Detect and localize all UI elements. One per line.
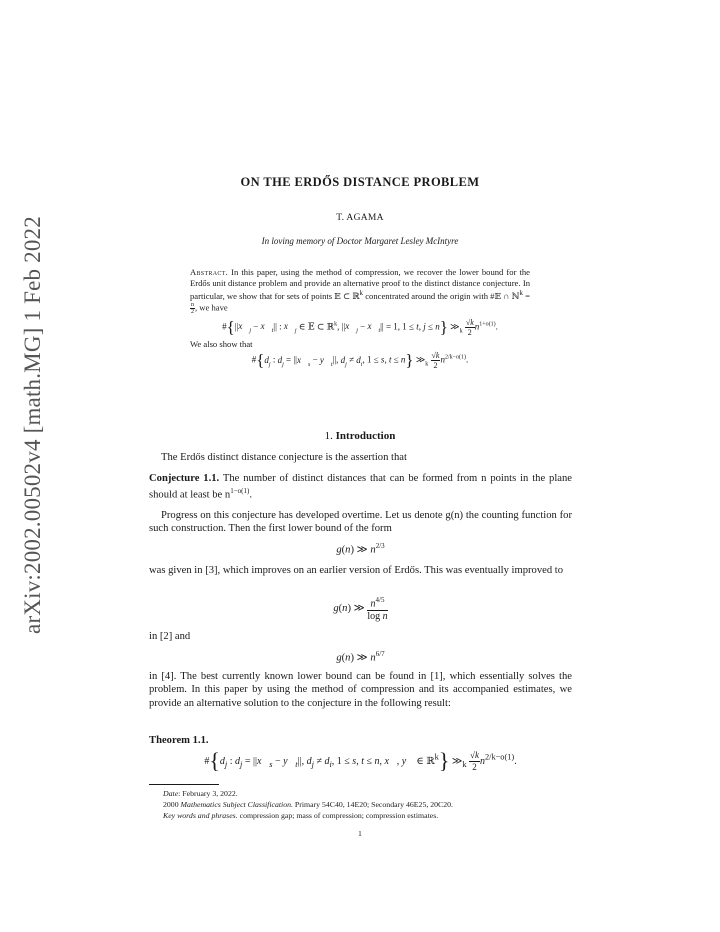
section-title: Introduction xyxy=(335,430,396,442)
in4-paragraph: in [4]. The best currently known lower bound can be found in [1], which essentially solves the problem. In this paper by using the method of compression and its accompanied estimates, we provide an alternative solution to the conjecture in the following result: xyxy=(149,671,572,709)
intro-paragraph: The Erdős distinct distance conjecture is the assertion that xyxy=(161,452,407,463)
theorem xyxy=(149,734,572,747)
section-number: 1. xyxy=(324,430,333,442)
progress-paragraph: Progress on this conjecture has developed overtime. Let us denote g(n) the counting function for such construction. Then the first lower bound of the form xyxy=(149,510,572,535)
equation-g-3: g(n) ≫ $n^{6/7}$ xyxy=(336,650,385,664)
in2-text: in [2] and xyxy=(149,631,191,642)
keywords-label: Key words and phrases. xyxy=(163,811,238,820)
paper-title: ON THE ERDŐS DISTANCE PROBLEM xyxy=(240,175,480,189)
date-value: : February 3, 2022. xyxy=(178,789,238,798)
conjecture: Conjecture 1.1. The number of distinct distances that can be formed from n points in the plane should at least be $n^{1-o(1)}$. xyxy=(149,473,572,501)
section-heading xyxy=(0,430,720,442)
equation-g-1: g(n) ≫ $n^{2/3}$ xyxy=(336,542,385,556)
arxiv-side-stamp xyxy=(3,207,63,643)
abstract-text: In this paper, using the method of compression, we recover the lower bound for the Erdős unit distance problem and provide an alternative proof to the distinct distance conjecture. In particular, we show that for sets of points 𝔼 ⊂ ℝ xyxy=(190,267,530,302)
abstract-also: We also show that xyxy=(190,338,253,349)
footnote-rule xyxy=(149,784,219,785)
footnote-date xyxy=(163,789,583,800)
abstract-label: Abstract. xyxy=(190,267,229,277)
abstract xyxy=(190,267,530,370)
abstract-paragraph: Abstract. In this paper, using the method of compression, we recover the lower bound for the Erdős unit distance problem and provide an alternative proof to the distinct distance conjecture. In particular, we show that for sets of points 𝔼 ⊂ ℝ$^k$ concentrated around the origin with #𝔼 ∩ ℕ$^k$ = $\frac{n}{2}$ , we have xyxy=(190,267,530,315)
dedication: In loving memory of Doctor Margaret Lesley McIntyre xyxy=(261,236,459,246)
date-label: Date xyxy=(163,789,179,798)
page-number: 1 xyxy=(358,829,362,838)
msc-value: Primary 54C40, 14E20; Secondary 46E25, 20C20. xyxy=(292,800,453,809)
given-paragraph: was given in [3], which improves on an earlier version of Erdős. This was eventually improved to xyxy=(149,565,564,576)
abstract-equation-2: $\#\{d_j$ : $d_j$ = $||x⃗_s$ − $y⃗_t||$, $d_j \ne d_i$, 1 ≤ s, t ≤ n} $≫_k$ $\frac{√k}{2}$ $n^{2/k-o(1)}$. xyxy=(251,350,469,371)
conjecture-label: Conjecture 1.1. xyxy=(149,473,220,484)
conjecture-text: The number of distinct distances that can be formed from n points in the plane should at least be n xyxy=(149,473,572,501)
equation-g-2: g(n) ≫ $\frac{n^{4/5}}{\text{log n}}$ xyxy=(333,596,388,623)
abstract-equation-1: $\#\{||x⃗_j$ − $x⃗_t||$ : $x⃗_j$ ∈ 𝔼 ⊂ ℝ$^k$, $||x⃗_j$ − $x⃗_t|| = 1$, 1 ≤ t, j ≤ n} $≫_k$ $\frac{√k}{2}$ $n^{1+o(1)}$. xyxy=(222,317,498,337)
keywords-value: compression gap; mass of compression; compression estimates. xyxy=(237,811,439,820)
footnote-keywords xyxy=(163,811,583,822)
arxiv-id: arXiv:2002.00502v4 [math.MG] 1 Feb 2022 xyxy=(20,216,45,634)
theorem-equation: $\#\{d_j$ : $d_j$ = $||x⃗_s$ − $y⃗_t||$, $d_j \ne d_i$, 1 ≤ s, t ≤ n, x⃗, y⃗ ∈ ℝ$^k$} $≫_k$ $\frac{√k}{2}$ $n^{2/k-o(1)}$. xyxy=(204,748,517,773)
footnote-msc: 2000 Mathematics Subject Classification. Primary 54C40, 14E20; Secondary 46E25, 20C20. xyxy=(163,800,453,809)
author: T. AGAMA xyxy=(336,213,384,223)
msc-label: Mathematics Subject Classification. xyxy=(180,800,293,809)
theorem-label: Theorem 1.1. xyxy=(149,735,209,746)
